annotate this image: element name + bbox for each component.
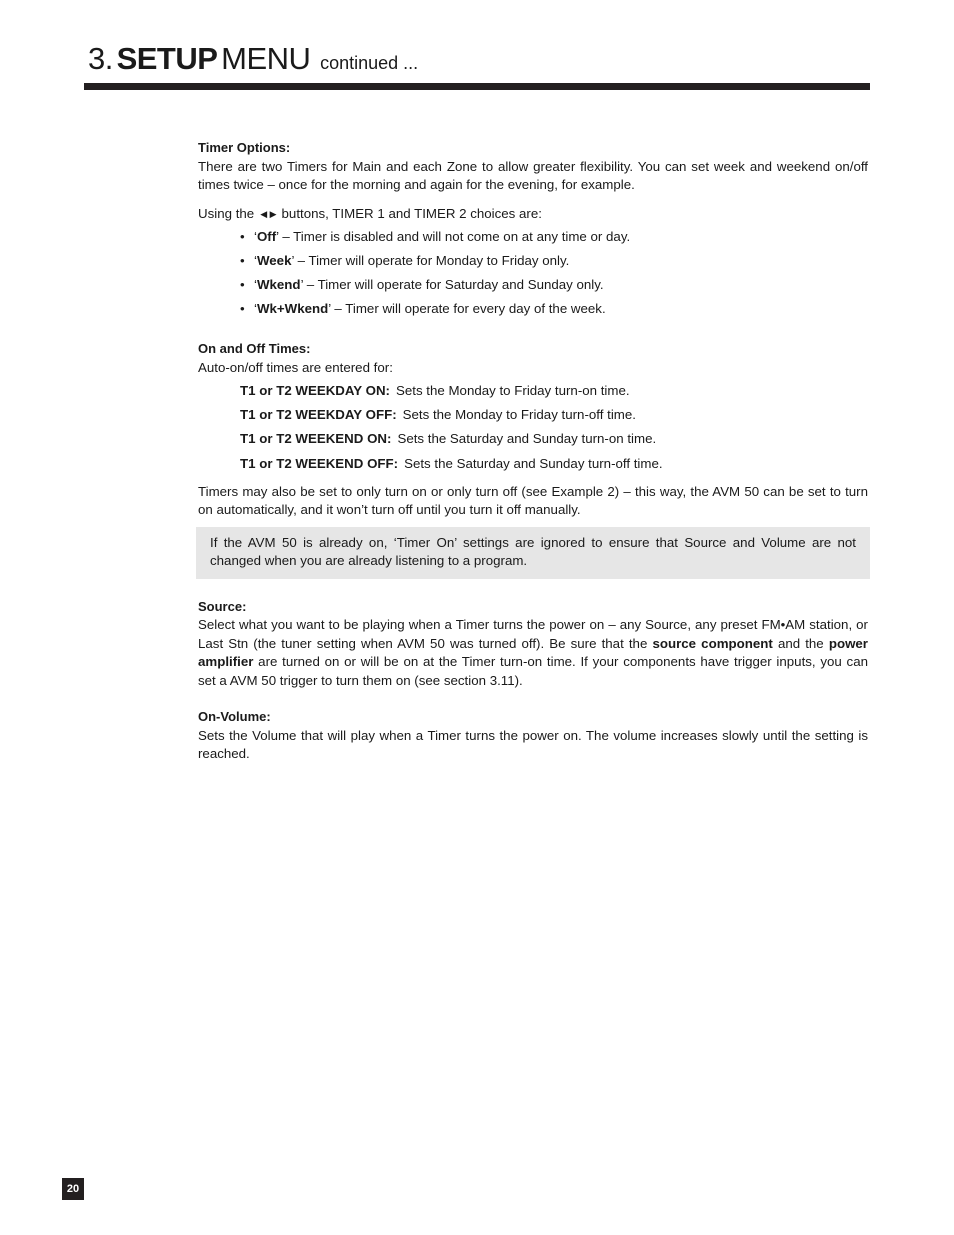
- using-prefix: Using the: [198, 205, 255, 221]
- on-off-times-after: Timers may also be set to only turn on or only turn off (see Example 2) – this way, the AVM 50 can be set to turn on automatically, and it won’t turn off until you turn it off manually.: [198, 483, 868, 518]
- section-number: 3.: [88, 41, 113, 76]
- timer-choices-list: [198, 228, 868, 319]
- bullet-icon: •: [240, 253, 245, 268]
- bullet-icon: •: [240, 301, 245, 316]
- list-item: • ‘Week’ – Timer will operate for Monday to Friday only.: [240, 252, 868, 271]
- list-item: T1 or T2 WEEKEND OFF: Sets the Saturday and Sunday turn-off time.: [240, 455, 663, 471]
- source-text: Select what you want to be playing when a Timer turns the power on – any Source, any preset FM•AM station, or Last Stn (the tuner setting when AVM 50 was turned off). Be sure that the source component and the power amplifier are turned on or will be on at the Timer turn-on time. If your components have trigger inputs, you can set a AVM 50 trigger to turn them on (see section 3.11).: [198, 617, 868, 688]
- on-volume-heading: On-Volume:: [198, 709, 271, 725]
- left-right-arrow-buttons-icon: ◀ ▶: [260, 208, 277, 219]
- using-suffix: buttons, TIMER 1 and TIMER 2 choices are:: [281, 205, 542, 221]
- bullet-icon: •: [240, 229, 245, 244]
- section-title-setup: SETUP: [116, 41, 218, 76]
- list-item: • ‘Off’ – Timer is disabled and will not come on at any time or day.: [240, 228, 868, 247]
- note-box: [196, 527, 870, 579]
- list-item: T1 or T2 WEEKDAY OFF: Sets the Monday to Friday turn-off time.: [240, 407, 636, 423]
- note-text: If the AVM 50 is already on, ‘Timer On’ settings are ignored to ensure that Source and Volume are not changed when you are already listening to a program.: [210, 534, 856, 569]
- list-item: T1 or T2 WEEKDAY ON: Sets the Monday to Friday turn-on time.: [240, 383, 630, 398]
- section-title-menu: MENU: [221, 41, 311, 76]
- page-content: [198, 139, 868, 764]
- page-number: 20: [62, 1178, 84, 1200]
- list-item: • ‘Wk+Wkend’ – Timer will operate for every day of the week.: [240, 300, 868, 319]
- on-volume-text: Sets the Volume that will play when a Timer turns the power on. The volume increases slowly until the setting is reached.: [198, 727, 868, 762]
- page-header: [88, 41, 419, 76]
- header-rule: [84, 83, 870, 90]
- on-off-times-heading: On and Off Times:: [198, 341, 311, 356]
- list-item: T1 or T2 WEEKEND ON: Sets the Saturday and Sunday turn-on time.: [240, 431, 657, 447]
- timer-choices-intro: [198, 205, 868, 224]
- timer-options-intro: There are two Timers for Main and each Zone to allow greater flexibility. You can set week and weekend on/off times twice – once for the morning and again for the evening, for example.: [198, 158, 868, 192]
- list-item: • ‘Wkend’ – Timer will operate for Saturday and Sunday only.: [240, 276, 868, 295]
- timer-options-heading: Timer Options:: [198, 140, 291, 155]
- source-heading: Source:: [198, 598, 247, 614]
- bullet-icon: •: [240, 277, 245, 292]
- continued-label: continued ...: [320, 53, 419, 73]
- on-off-times-list: [198, 382, 868, 473]
- on-off-times-intro: Auto-on/off times are entered for:: [198, 359, 393, 375]
